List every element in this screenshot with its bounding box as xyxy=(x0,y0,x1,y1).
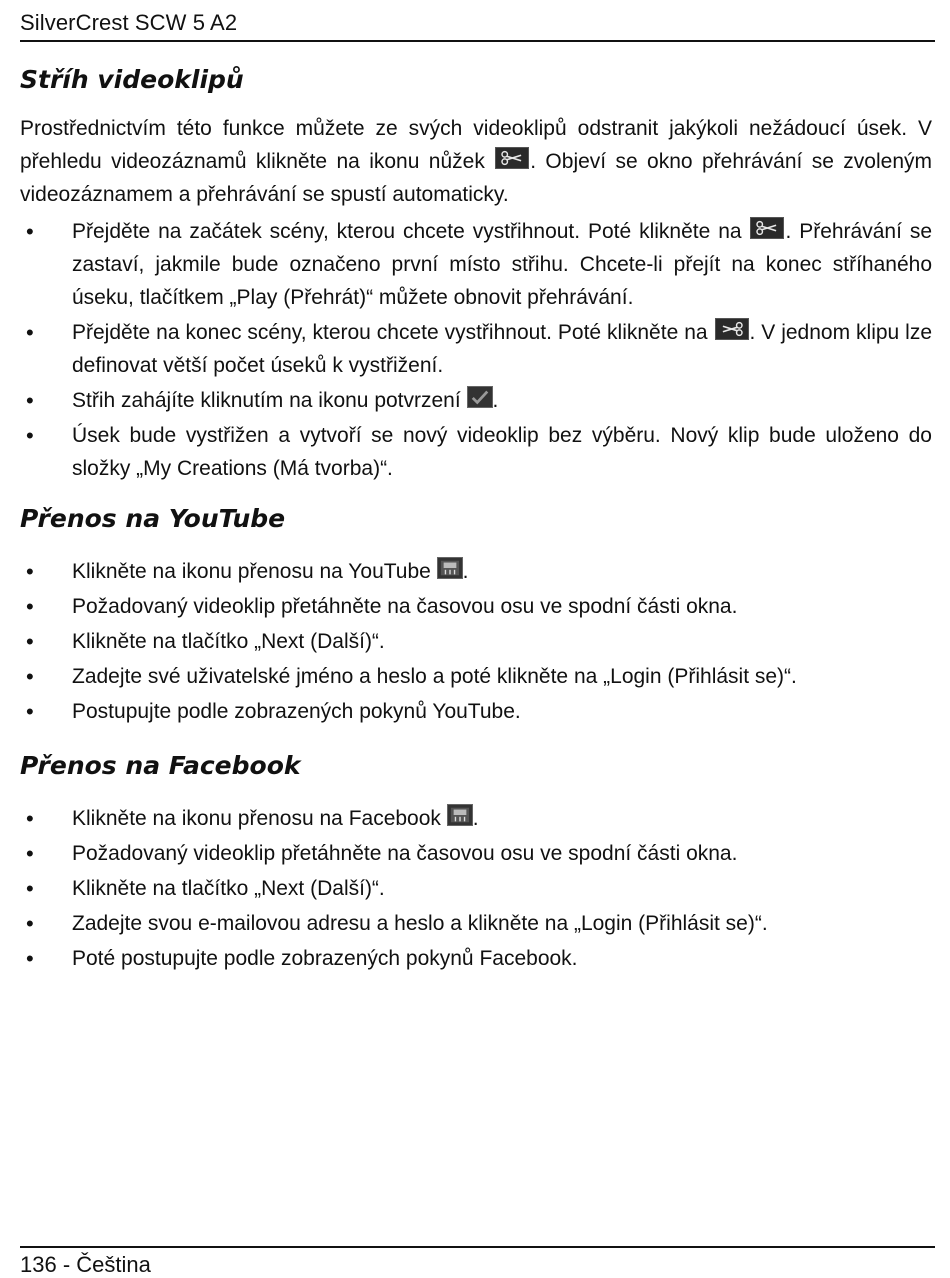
upload-icon xyxy=(447,804,473,826)
section-facebook-upload xyxy=(20,746,932,975)
intro-text-b: . Objeví se okno přehrávání se zvoleným videozáznamem a přehrávání se spustí automaticky. xyxy=(20,150,932,206)
step-text-b: . V jednom klipu lze definovat větší počet úseků k vystřižení. xyxy=(72,321,932,377)
scissors-icon xyxy=(495,147,529,169)
section-youtube-upload xyxy=(20,499,932,728)
list-item: • Úsek bude vystřižen a vytvoří se nový videoklip bez výběru. Nový klip bude uloženo do složky „My Creations (Má tvorba)“. xyxy=(20,419,932,485)
step-text-a: Střih zahájíte kliknutím na ikonu potvrzení xyxy=(72,389,467,412)
list-item: • Poté postupujte podle zobrazených pokynů Facebook. xyxy=(20,942,932,975)
step-text-a: Přejděte na konec scény, kterou chcete vystřihnout. Poté klikněte na xyxy=(72,321,714,344)
section-heading-cut: Stříh videoklipů xyxy=(20,65,244,94)
list-item xyxy=(20,316,932,382)
list-item: • Zadejte svou e-mailovou adresu a heslo a klikněte na „Login (Přihlásit se)“. xyxy=(20,907,932,940)
section-heading-facebook: Přenos na Facebook xyxy=(20,751,301,780)
step-text-b: . Přehrávání se zastaví, jakmile bude označeno první místo střihu. Chcete-li přejít na konec stříhaného úseku, tlačítkem „Play (Přehrát)“ můžete obnovit přehrávání. xyxy=(72,220,933,309)
youtube-steps-list xyxy=(20,555,932,728)
step-text-a: Klikněte na ikonu přenosu na Facebook xyxy=(72,807,447,830)
document-title: SilverCrest SCW 5 A2 xyxy=(20,10,238,35)
cut-intro-paragraph xyxy=(20,112,932,211)
step-text-b: . xyxy=(492,389,499,412)
step-text-b: . xyxy=(462,560,469,583)
list-item: • Požadovaný videoklip přetáhněte na časovou osu ve spodní části okna. xyxy=(20,590,932,623)
section-heading-youtube: Přenos na YouTube xyxy=(20,504,286,533)
list-item: • Klikněte na tlačítko „Next (Další)“. xyxy=(20,872,932,905)
page-number: 136 - Čeština xyxy=(20,1252,151,1277)
step-text-a: Přejděte na začátek scény, kterou chcete vystřihnout. Poté klikněte na xyxy=(72,220,750,243)
step-text-a: Klikněte na ikonu přenosu na YouTube xyxy=(72,560,437,583)
list-item: • Postupujte podle zobrazených pokynů YouTube. xyxy=(20,695,932,728)
cut-start-icon xyxy=(750,217,784,239)
list-item xyxy=(20,215,932,314)
step-text-b: . xyxy=(472,807,479,830)
list-item: • Zadejte své uživatelské jméno a heslo a poté klikněte na „Login (Přihlásit se)“. xyxy=(20,660,932,693)
page-header xyxy=(20,8,935,42)
cut-end-icon xyxy=(715,318,749,340)
list-item: • Požadovaný videoklip přetáhněte na časovou osu ve spodní části okna. xyxy=(20,837,932,870)
list-item: • Klikněte na tlačítko „Next (Další)“. xyxy=(20,625,932,658)
list-item xyxy=(20,802,932,835)
upload-icon xyxy=(437,557,463,579)
facebook-steps-list xyxy=(20,802,932,975)
section-cut-videoclips xyxy=(20,60,932,485)
checkmark-icon xyxy=(467,386,493,408)
cut-steps-list xyxy=(20,215,932,485)
list-item xyxy=(20,384,932,417)
intro-text-a: Prostřednictvím této funkce můžete ze svých videoklipů odstranit jakýkoli nežádoucí úsek. V přehledu videozáznamů klikněte na ikonu nůžek xyxy=(20,117,932,173)
footer-divider xyxy=(20,1246,935,1248)
list-item xyxy=(20,555,932,588)
page-content xyxy=(20,60,932,977)
